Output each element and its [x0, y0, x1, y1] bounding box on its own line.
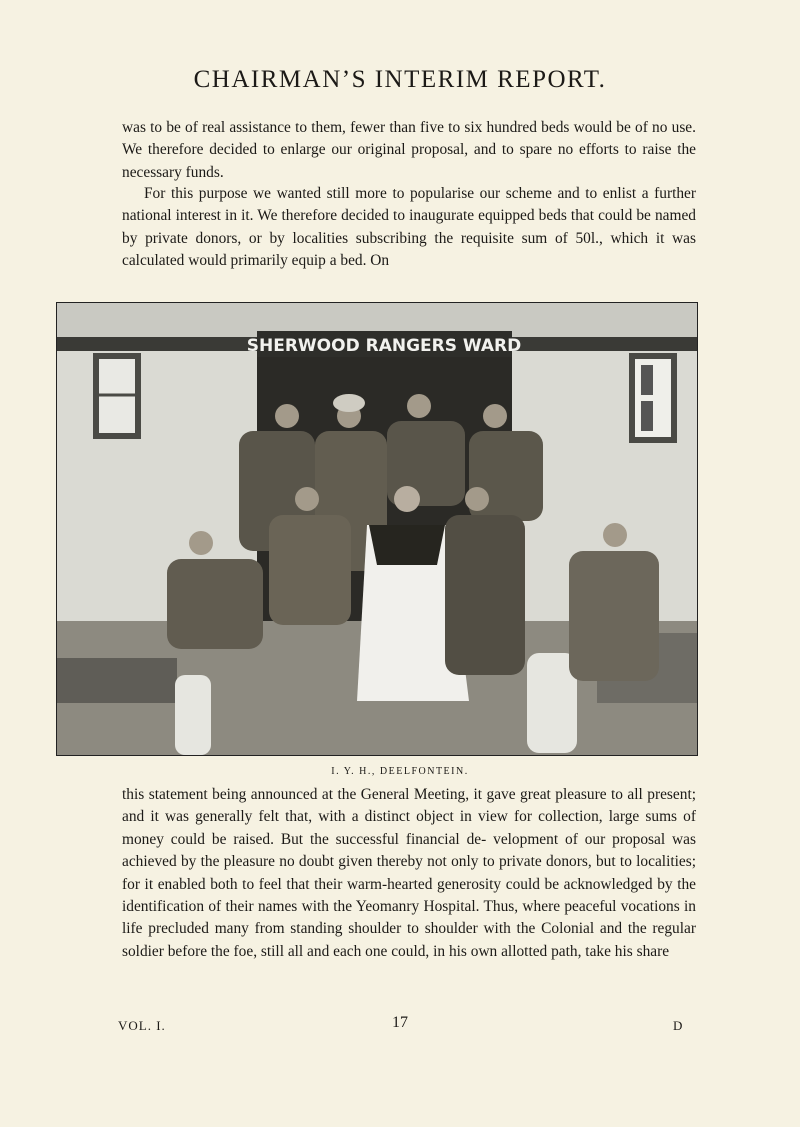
paragraph-3: this statement being announced at the General Meeting, it gave great pleasure to all present; and it was generally felt that, with a distinct object in view for collection, large sums of money could be raised. But the successful financial de- velopment of our proposal was achieved by the pleasure no doubt given thereby not only to private donors, but to localities; for it enabled both to feel that their warm-hearted generosity could be acknowledged by the identification of their names with the Yeomanry Hospital. Thus, where peaceful vocations in life precluded many from standing shoulder to shoulder with the Colonial and the regular soldier before the foe, still all and each one could, in his own allotted path, take his share	[122, 786, 696, 960]
signature-mark: D	[673, 1018, 683, 1033]
photo-caption: I. Y. H., DEELFONTEIN.	[331, 766, 469, 777]
running-head: CHAIRMAN’S INTERIM REPORT.	[193, 66, 607, 93]
volume-label: VOL. I.	[118, 1018, 166, 1033]
paragraph-2: For this purpose we wanted still more to popularise our scheme and to enlist a further national interest in it. We therefore decided to inaugurate equipped beds that could be named by private donors, or by localities subscribing the requisite sum of 50l., which it was calculated would primarily equip a bed. On	[122, 185, 696, 270]
page-number: 17	[392, 1014, 408, 1031]
ward-sign: SHERWOOD RANGERS WARD	[246, 336, 522, 356]
paragraph-1: was to be of real assistance to them, fewer than five to six hundred beds would be of no use. We therefore decided to enlarge our original proposal, and to spare no efforts to raise the necessary funds.	[122, 119, 696, 181]
group-photograph	[56, 302, 698, 756]
